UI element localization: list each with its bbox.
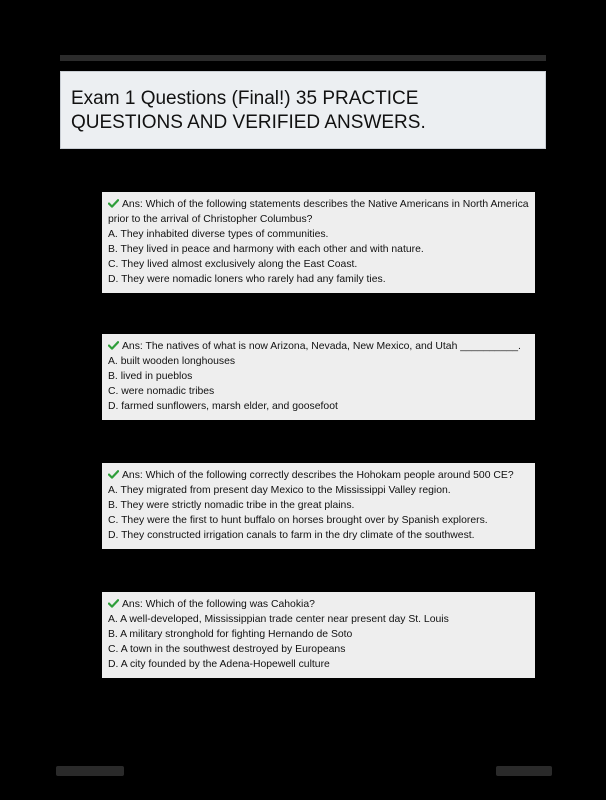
document-title: Exam 1 Questions (Final!) 35 PRACTICE QUESTIONS AND VERIFIED ANSWERS. xyxy=(71,88,426,133)
question-prompt xyxy=(108,197,529,227)
answer-option-d: D. They were nomadic loners who rarely had any family ties. xyxy=(108,274,386,285)
footer-page-mark xyxy=(496,766,552,776)
answer-option-c: C. They were the first to hunt buffalo on horses brought over by Spanish explorers. xyxy=(108,515,488,526)
question-prompt xyxy=(108,468,529,483)
question-card-1 xyxy=(102,192,535,293)
check-icon xyxy=(108,599,119,608)
answer-option-d: D. A city founded by the Adena-Hopewell culture xyxy=(108,659,330,670)
answer-option-c: C. were nomadic tribes xyxy=(108,386,215,397)
question-prompt-text: Ans: The natives of what is now Arizona, Nevada, New Mexico, and Utah __________. xyxy=(122,341,521,352)
question-card-4 xyxy=(102,592,535,678)
question-prompt xyxy=(108,597,529,612)
question-prompt-text: Ans: Which of the following was Cahokia? xyxy=(122,599,315,610)
check-icon xyxy=(108,341,119,350)
answer-option-a: A. built wooden longhouses xyxy=(108,356,236,367)
answer-option-d: D. They constructed irrigation canals to farm in the dry climate of the southwest. xyxy=(108,530,475,541)
check-icon xyxy=(108,470,119,479)
answer-option-a: A. They inhabited diverse types of communities. xyxy=(108,229,329,240)
answer-option-c: C. They lived almost exclusively along the East Coast. xyxy=(108,259,358,270)
answer-option-a: A. A well-developed, Mississippian trade center near present day St. Louis xyxy=(108,614,449,625)
question-card-2 xyxy=(102,334,535,420)
check-icon xyxy=(108,199,119,208)
question-prompt-text: Ans: Which of the following statements describes the Native Americans in North America prior to the arrival of Christopher Columbus? xyxy=(108,199,529,225)
answer-option-b: B. They lived in peace and harmony with each other and with nature. xyxy=(108,244,424,255)
top-divider xyxy=(60,55,546,61)
question-prompt xyxy=(108,339,529,354)
question-card-3 xyxy=(102,463,535,549)
answer-option-b: B. They were strictly nomadic tribe in the great plains. xyxy=(108,500,355,511)
question-prompt-text: Ans: Which of the following correctly describes the Hohokam people around 500 CE? xyxy=(122,470,514,481)
answer-option-b: B. A military stronghold for fighting Hernando de Soto xyxy=(108,629,353,640)
answer-option-c: C. A town in the southwest destroyed by Europeans xyxy=(108,644,346,655)
answer-option-d: D. farmed sunflowers, marsh elder, and goosefoot xyxy=(108,401,338,412)
answer-option-b: B. lived in pueblos xyxy=(108,371,193,382)
answer-option-a: A. They migrated from present day Mexico to the Mississippi Valley region. xyxy=(108,485,451,496)
title-box xyxy=(60,71,546,149)
footer-site-mark xyxy=(56,766,124,776)
